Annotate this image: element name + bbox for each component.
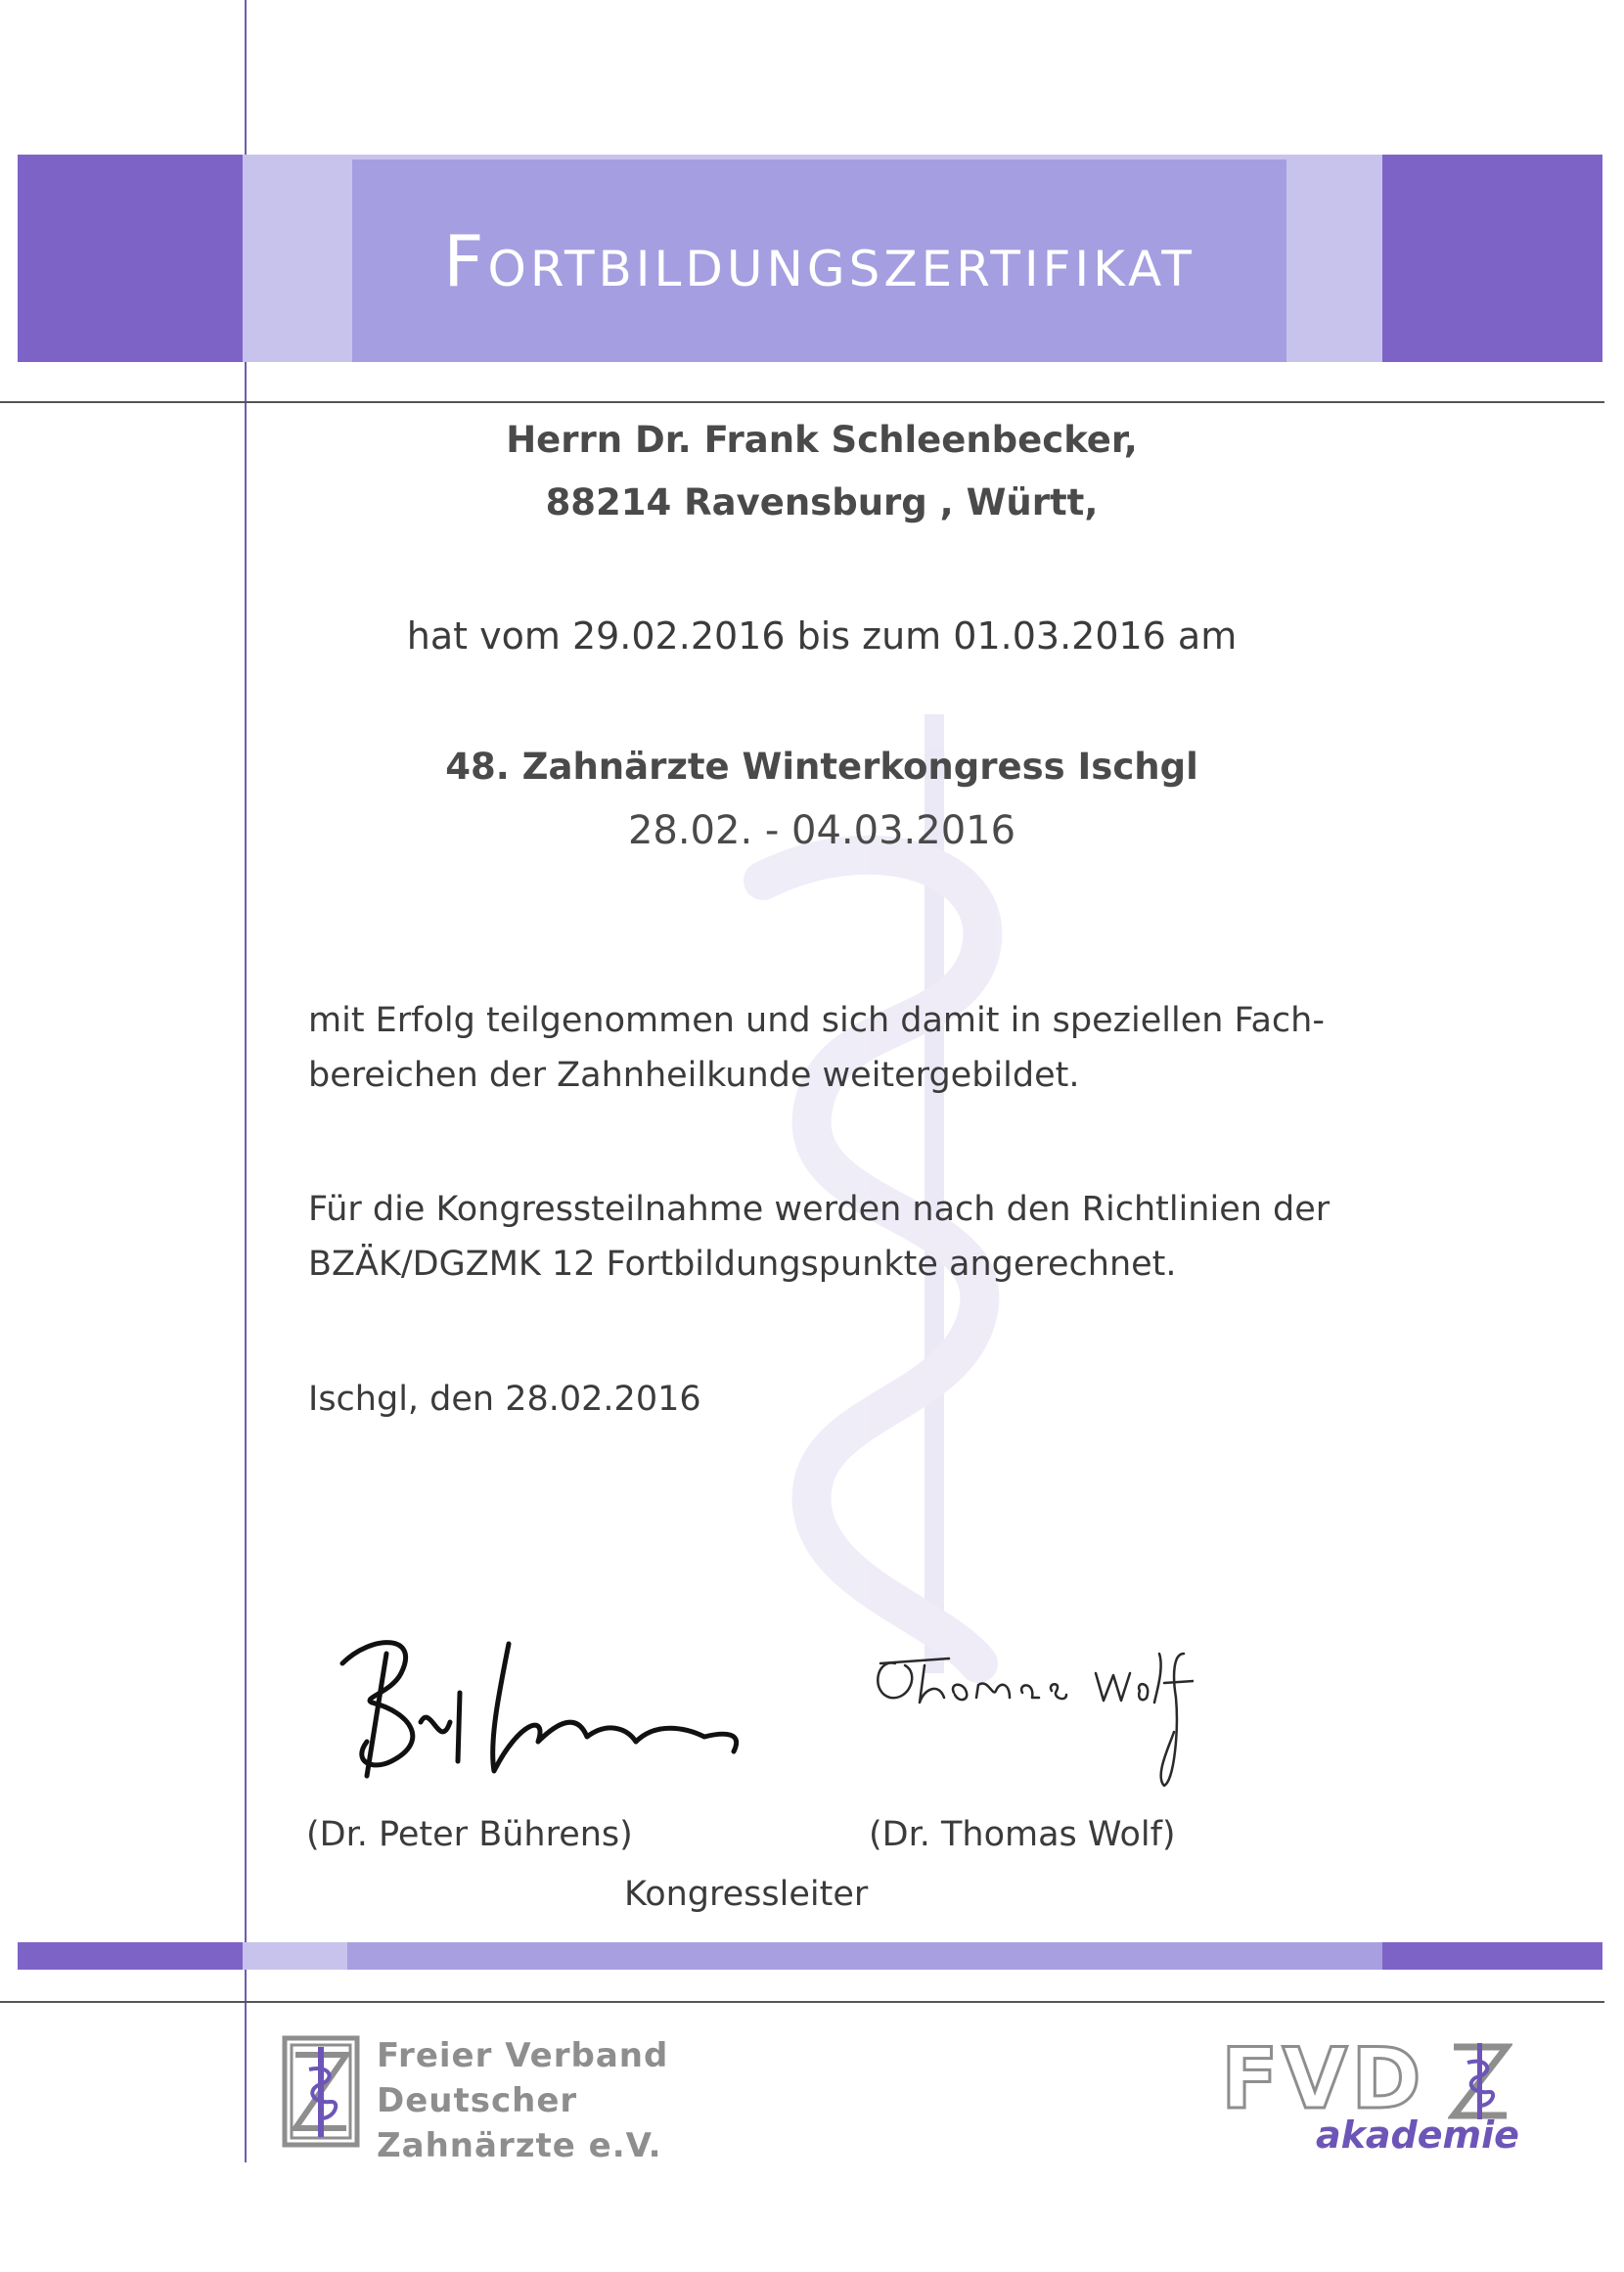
body-paragraph-2-line-2: BZÄK/DGZMK 12 Fortbildungspunkte angerechnet. — [308, 1245, 1177, 1284]
event-name: 48. Zahnärzte Winterkongress Ischgl — [445, 746, 1198, 788]
body-paragraph-1-line-2: bereichen der Zahnheilkunde weitergebildet. — [308, 1056, 1080, 1095]
signatory-right-name: (Dr. Thomas Wolf) — [869, 1815, 1176, 1854]
header-band-right-block — [1382, 155, 1602, 362]
org-name-line-2: Deutscher — [377, 2081, 578, 2120]
fvdz-akademie-logo — [1221, 2030, 1425, 2128]
recipient-name: Herrn Dr. Frank Schleenbecker, — [506, 419, 1138, 461]
signatory-left-name: (Dr. Peter Bührens) — [306, 1815, 633, 1854]
place-and-date: Ischgl, den 28.02.2016 — [308, 1380, 701, 1419]
brand-letters: FVD — [1221, 2030, 1425, 2128]
body-paragraph-2-line-1: Für die Kongressteilnahme werden nach den Richtlinien der — [308, 1190, 1331, 1229]
attendance-period: hat vom 29.02.2016 bis zum 01.03.2016 am — [406, 614, 1238, 658]
org-name-line-1: Freier Verband — [377, 2036, 669, 2075]
signature-right — [878, 1654, 1194, 1786]
signature-left — [342, 1643, 737, 1776]
footer-band-right-block — [1382, 1942, 1602, 1970]
certificate-title-box — [352, 159, 1286, 362]
certificate-title: Fortbildungszertifikat — [443, 219, 1195, 302]
signatory-role: Kongressleiter — [624, 1875, 869, 1914]
event-dates: 28.02. - 04.03.2016 — [627, 808, 1016, 853]
signatures — [313, 1605, 1194, 1800]
footer-band-left-block — [18, 1942, 243, 1970]
brand-z-staff-icon — [1448, 2041, 1512, 2121]
header-band-left-block — [18, 155, 243, 362]
footer-band-mid — [347, 1942, 1384, 1970]
brand-subtitle: akademie — [1316, 2113, 1519, 2157]
body-paragraph-1-line-1: mit Erfolg teilgenommen und sich damit in speziellen Fach- — [308, 1001, 1325, 1040]
org-name-line-3: Zahnärzte e.V. — [377, 2126, 662, 2165]
recipient-address: 88214 Ravensburg , Württ, — [545, 481, 1099, 523]
footer-divider-line — [0, 2001, 1604, 2003]
fvdz-logo-icon — [282, 2035, 360, 2148]
header-divider-line — [0, 401, 1604, 403]
